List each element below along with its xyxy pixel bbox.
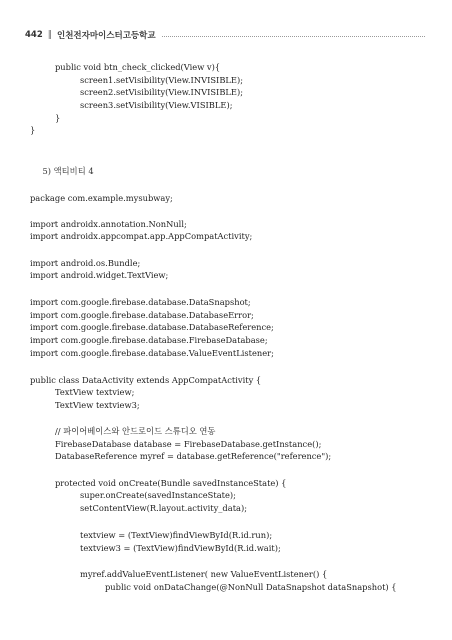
code-line: textview3 = (TextView)findViewById(R.id.wait);	[80, 543, 281, 553]
code-line: TextView textview;	[55, 387, 135, 397]
code-line: import com.google.firebase.database.ValueEventListener;	[30, 348, 274, 358]
code-line: import com.google.firebase.database.DatabaseReference;	[30, 322, 274, 332]
code-line: import com.google.firebase.database.FirebaseDatabase;	[30, 335, 268, 345]
code-line: }	[55, 113, 61, 123]
code-line: screen2.setVisibility(View.INVISIBLE);	[80, 87, 244, 97]
code-line: import androidx.appcompat.app.AppCompatActivity;	[30, 231, 253, 241]
code-line: FirebaseDatabase database = FirebaseDatabase.getInstance();	[55, 439, 322, 449]
school-name: 인천전자마이스터고등학교	[57, 31, 156, 41]
code-line: textview = (TextView)findViewById(R.id.run);	[80, 530, 273, 540]
code-line: super.onCreate(savedInstanceState);	[80, 490, 236, 500]
code-line: setContentView(R.layout.activity_data);	[80, 503, 248, 513]
code-line: }	[30, 125, 36, 135]
code-line: screen1.setVisibility(View.INVISIBLE);	[80, 75, 244, 85]
section-heading: 5) 액티비티 4	[42, 166, 94, 176]
code-line: import androidx.annotation.NonNull;	[30, 219, 187, 229]
code-line: import com.google.firebase.database.DataSnapshot;	[30, 297, 251, 307]
code-line: package com.example.mysubway;	[30, 193, 173, 203]
code-line: TextView textview3;	[55, 400, 140, 410]
code-line: public class DataActivity extends AppCompatActivity {	[30, 375, 262, 385]
code-line: import android.os.Bundle;	[30, 258, 141, 268]
code-line: protected void onCreate(Bundle savedInstanceState) {	[55, 478, 287, 488]
code-line: import android.widget.TextView;	[30, 270, 169, 280]
code-line: myref.addValueEventListener( new ValueEventListener() {	[80, 569, 328, 579]
code-line: // 파이어베이스와 안드로이드 스튜디오 연동	[55, 426, 216, 436]
code-line: DatabaseReference myref = database.getReference("reference");	[55, 451, 332, 461]
code-line: import com.google.firebase.database.DatabaseError;	[30, 310, 254, 320]
page-number: 442	[25, 30, 43, 40]
header-separator: ‖	[47, 30, 52, 40]
code-line: public void btn_check_clicked(View v){	[55, 62, 221, 72]
code-line: screen3.setVisibility(View.VISIBLE);	[80, 100, 233, 110]
code-line: public void onDataChange(@NonNull DataSnapshot dataSnapshot) {	[105, 582, 397, 592]
